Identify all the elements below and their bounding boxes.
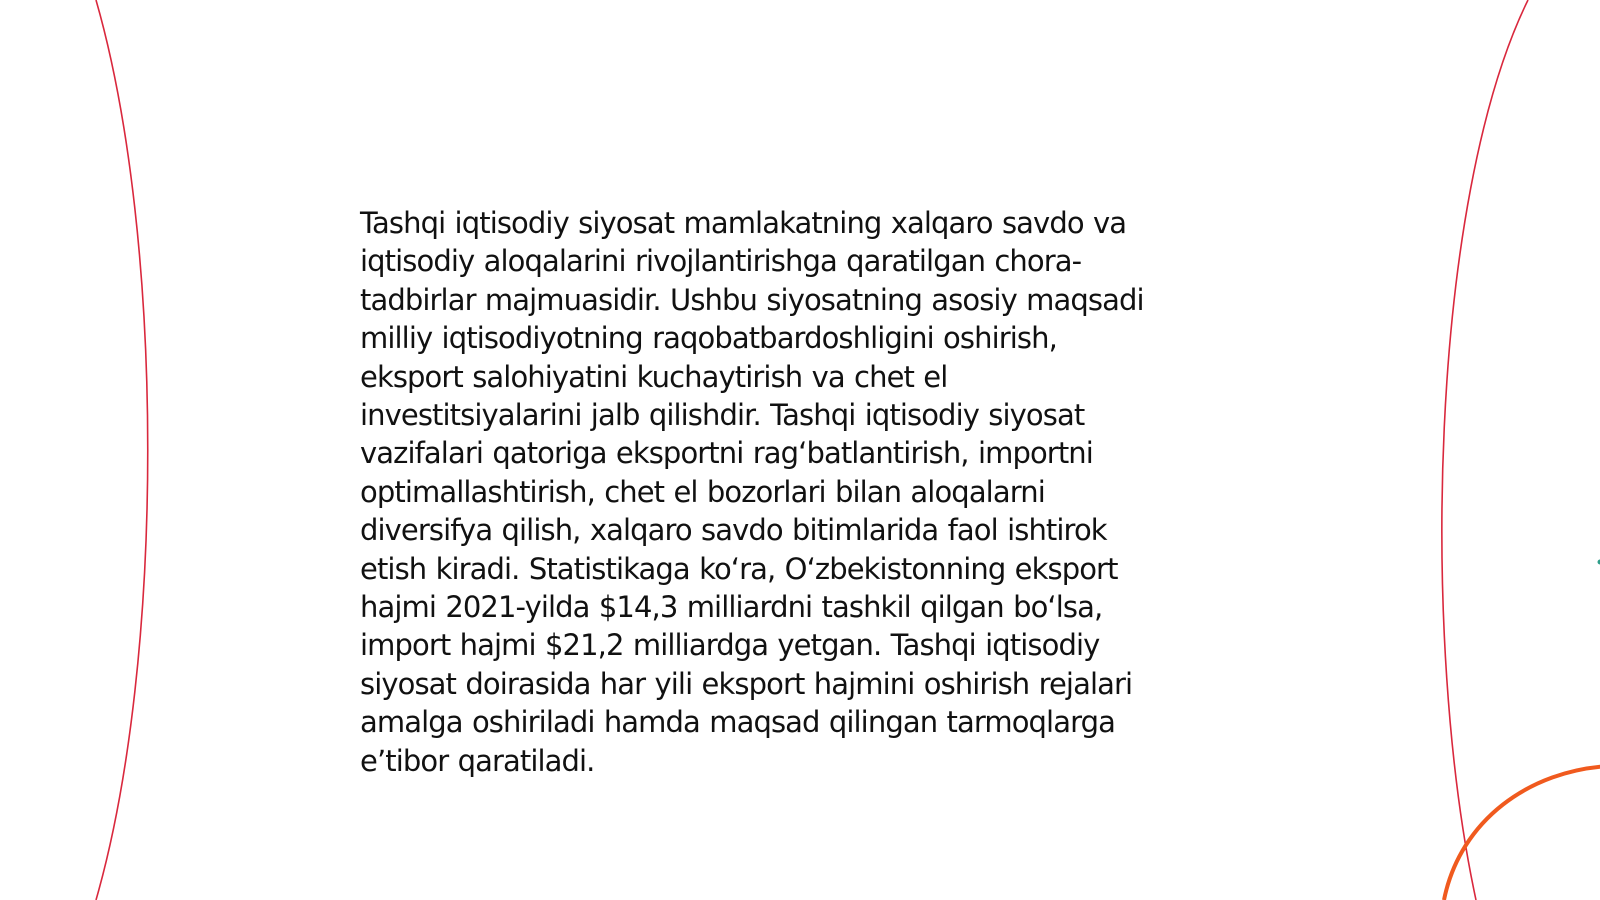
paragraph-line: amalga oshiriladi hamda maqsad qilingan tarmoqlarga [360, 705, 1115, 740]
body-paragraph [360, 204, 1220, 780]
orange-arc [1444, 766, 1600, 900]
paragraph-line: e’tibor qaratiladi. [360, 743, 595, 778]
paragraph-line: import hajmi $21,2 milliardga yetgan. Tashqi iqtisodiy [360, 628, 1100, 663]
paragraph-line: tadbirlar majmuasidir. Ushbu siyosatning asosiy maqsadi [360, 282, 1144, 317]
paragraph-line: etish kiradi. Statistikaga ko‘ra, O‘zbekistonning eksport [360, 551, 1118, 586]
paragraph-line: siyosat doirasida har yili eksport hajmini oshirish rejalari [360, 666, 1133, 701]
paragraph-line: iqtisodiy aloqalarini rivojlantirishga qaratilgan chora- [360, 244, 1082, 279]
paragraph-line: vazifalari qatoriga eksportni rag‘batlantirish, importni [360, 436, 1093, 471]
paragraph-line: eksport salohiyatini kuchaytirish va chet el [360, 359, 948, 394]
paragraph-line: Tashqi iqtisodiy siyosat mamlakatning xalqaro savdo va [360, 206, 1127, 240]
right-curve-line [1442, 0, 1528, 900]
left-curve-line [96, 0, 148, 900]
paragraph-line: hajmi 2021-yilda $14,3 milliardni tashkil qilgan bo‘lsa, [360, 590, 1103, 625]
paragraph-line: milliy iqtisodiyotning raqobatbardoshligini oshirish, [360, 321, 1057, 356]
paragraph-line: diversifya qilish, xalqaro savdo bitimlarida faol ishtirok [360, 513, 1107, 548]
paragraph-line: investitsiyalarini jalb qilishdir. Tashqi iqtisodiy siyosat [360, 398, 1085, 433]
paragraph-line: optimallashtirish, chet el bozorlari bilan aloqalarni [360, 474, 1045, 509]
